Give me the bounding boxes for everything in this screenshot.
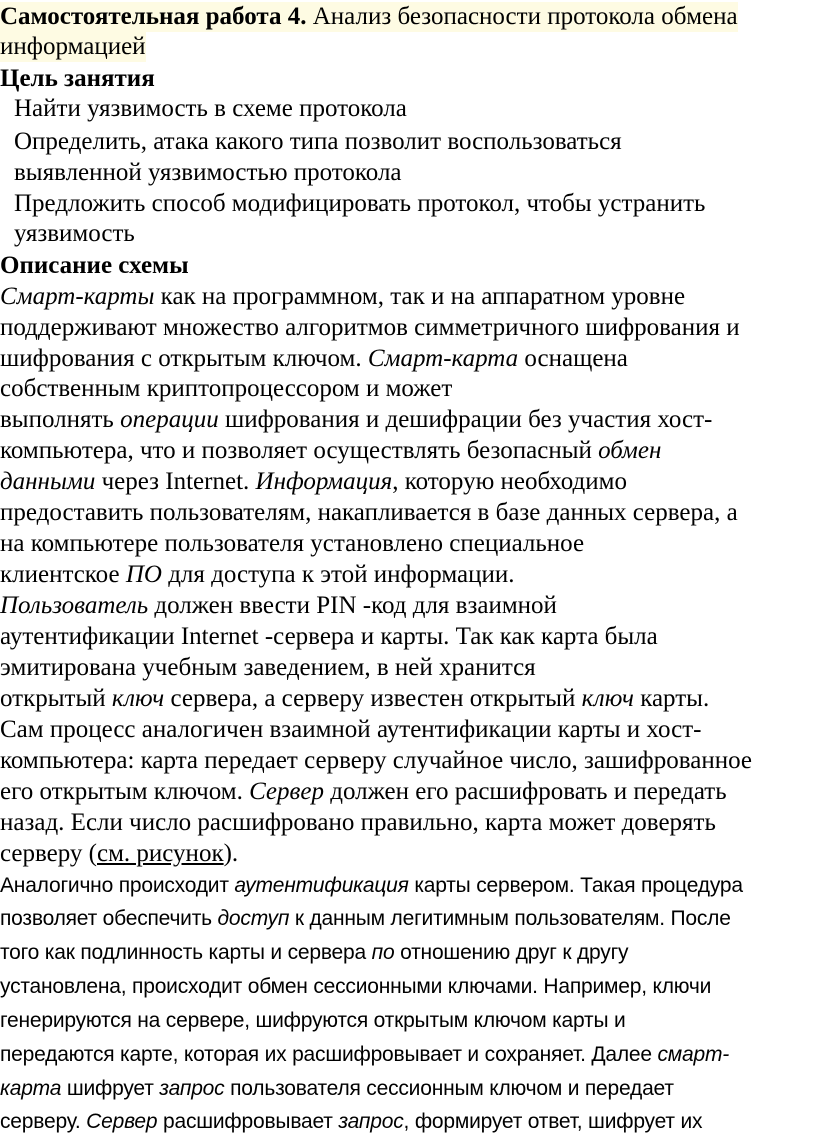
term-smart-card: Смарт-карта [367, 345, 519, 372]
desc-text: шифрования и дешифрации без участия хост- [218, 406, 713, 433]
desc-line-15: Сам процесс аналогичен взаимной аутентификации карты и хост- [0, 716, 702, 743]
title-line-2 [0, 32, 146, 62]
cont-text: позволяет обеспечить [0, 907, 218, 930]
cont-line-4: установлена, происходит обмен сессионными ключами. Например, ключи [0, 975, 712, 998]
desc-line-7 [0, 467, 627, 497]
desc-text: ). [223, 840, 239, 867]
cont-text: пользователя сессионным ключом и передает [224, 1077, 674, 1100]
cont-text: , формирует ответ, шифрует их [403, 1110, 703, 1133]
desc-line-12: аутентификации Internet -сервера и карты. Так как карта была [0, 623, 658, 650]
goal-heading: Цель занятия [0, 65, 155, 92]
cont-text: шифрует [61, 1077, 160, 1100]
term-key: ключ [581, 685, 634, 712]
desc-text: оснащена [518, 345, 628, 372]
desc-line-14 [0, 684, 709, 714]
term-operations: операции [120, 406, 219, 433]
desc-line-4: собственным криптопроцессором и может [0, 375, 453, 402]
desc-text: его открытым ключом. [0, 778, 250, 805]
cont-text: передаются карте, которая их расшифровывает и сохраняет. Далее [0, 1043, 658, 1066]
desc-text: через Internet. [95, 468, 256, 495]
desc-text: клиентское [0, 561, 126, 588]
goal-item-2-cont: выявленной уязвимостью протокола [14, 159, 402, 186]
cont-line-6 [0, 1040, 729, 1070]
desc-text: , которую необходимо [392, 468, 627, 495]
goal-item-3: Предложить способ модифицировать протокол, чтобы устранить [14, 190, 706, 217]
term-request: запрос [338, 1110, 404, 1133]
cont-text: отношению друг к другу [394, 941, 629, 964]
desc-line-5 [0, 405, 712, 435]
cont-line-3 [0, 938, 628, 968]
term-authentication: аутентификация [234, 874, 409, 897]
desc-line-6 [0, 436, 661, 466]
term-card: карта [0, 1077, 62, 1100]
desc-line-19 [0, 839, 238, 869]
cont-line-5: генерируются на сервере, шифруются открытым ключом карты и [0, 1009, 626, 1032]
cont-line-7 [0, 1074, 674, 1104]
goal-item-1: Найти уязвимость в схеме протокола [14, 95, 407, 122]
term-server: Сервер [249, 778, 324, 805]
term-software: ПО [125, 561, 162, 588]
goal-item-2: Определить, атака какого типа позволит воспользоваться [14, 128, 622, 155]
desc-text: для доступа к этой информации. [161, 561, 515, 588]
desc-line-10 [0, 560, 514, 590]
desc-line-8: предоставить пользователям, накапливается в базе данных сервера, а [0, 499, 738, 526]
desc-text: выполнять [0, 406, 121, 433]
term-key: ключ [111, 685, 165, 712]
cont-text: серверу. [0, 1110, 87, 1133]
term-server: Сервер [86, 1110, 158, 1133]
desc-line-13: эмитирована учебным заведением, в ней хранится [0, 654, 536, 681]
desc-text: компьютера, что и позволяет осуществлять безопасный [0, 437, 599, 464]
term-po: по [371, 941, 395, 964]
desc-line-1 [0, 282, 685, 312]
term-smart: смарт- [657, 1043, 730, 1066]
term-user: Пользователь [0, 592, 149, 619]
title-text: Анализ безопасности протокола обмена [312, 3, 738, 30]
cont-text: карты сервером. Такая процедура [408, 874, 743, 897]
desc-text: карты. [633, 685, 710, 712]
desc-line-16: компьютера: карта передает серверу случайное число, зашифрованное [0, 747, 752, 774]
desc-line-11 [0, 591, 557, 621]
cont-line-2 [0, 904, 731, 934]
cont-line-8 [0, 1107, 702, 1137]
see-figure-link[interactable]: см. рисунок [97, 840, 224, 867]
cont-text: к данным легитимным пользователям. После [289, 907, 731, 930]
desc-text: открытый [0, 685, 112, 712]
cont-line-1 [0, 871, 743, 901]
desc-text: должен ввести PIN -код для взаимной [148, 592, 557, 619]
term-exchange: обмен [598, 437, 662, 464]
desc-text: должен его расшифровать и передать [323, 778, 727, 805]
cont-text: того как подлинность карты и сервера [0, 941, 372, 964]
term-data: данными [0, 468, 96, 495]
term-smart-cards: Смарт-карты [0, 283, 155, 310]
description-heading: Описание схемы [0, 252, 189, 279]
desc-text: серверу ( [0, 840, 97, 867]
term-request: запрос [159, 1077, 225, 1100]
desc-line-18: назад. Если число расшифровано правильно, карта может доверять [0, 809, 716, 836]
goal-item-3-cont: уязвимость [14, 220, 135, 247]
desc-line-9: на компьютере пользователя установлено специальное [0, 530, 585, 557]
cont-text: расшифровывает [157, 1110, 339, 1133]
desc-line-2: поддерживают множество алгоритмов симметричного шифрования и [0, 314, 740, 341]
desc-text: сервера, а серверу известен открытый [164, 685, 582, 712]
desc-text: как на программном, так и на аппаратном уровне [154, 283, 686, 310]
title-line-1 [0, 2, 738, 32]
desc-text: шифрования с открытым ключом. [0, 345, 368, 372]
title-label: Самостоятельная работа 4. [0, 3, 307, 30]
desc-line-3 [0, 344, 628, 374]
term-information: Информация [255, 468, 393, 495]
desc-line-17 [0, 777, 727, 807]
cont-text: Аналогично происходит [0, 874, 235, 897]
title-text-cont: информацией [0, 33, 146, 60]
term-access: доступ [217, 907, 290, 930]
